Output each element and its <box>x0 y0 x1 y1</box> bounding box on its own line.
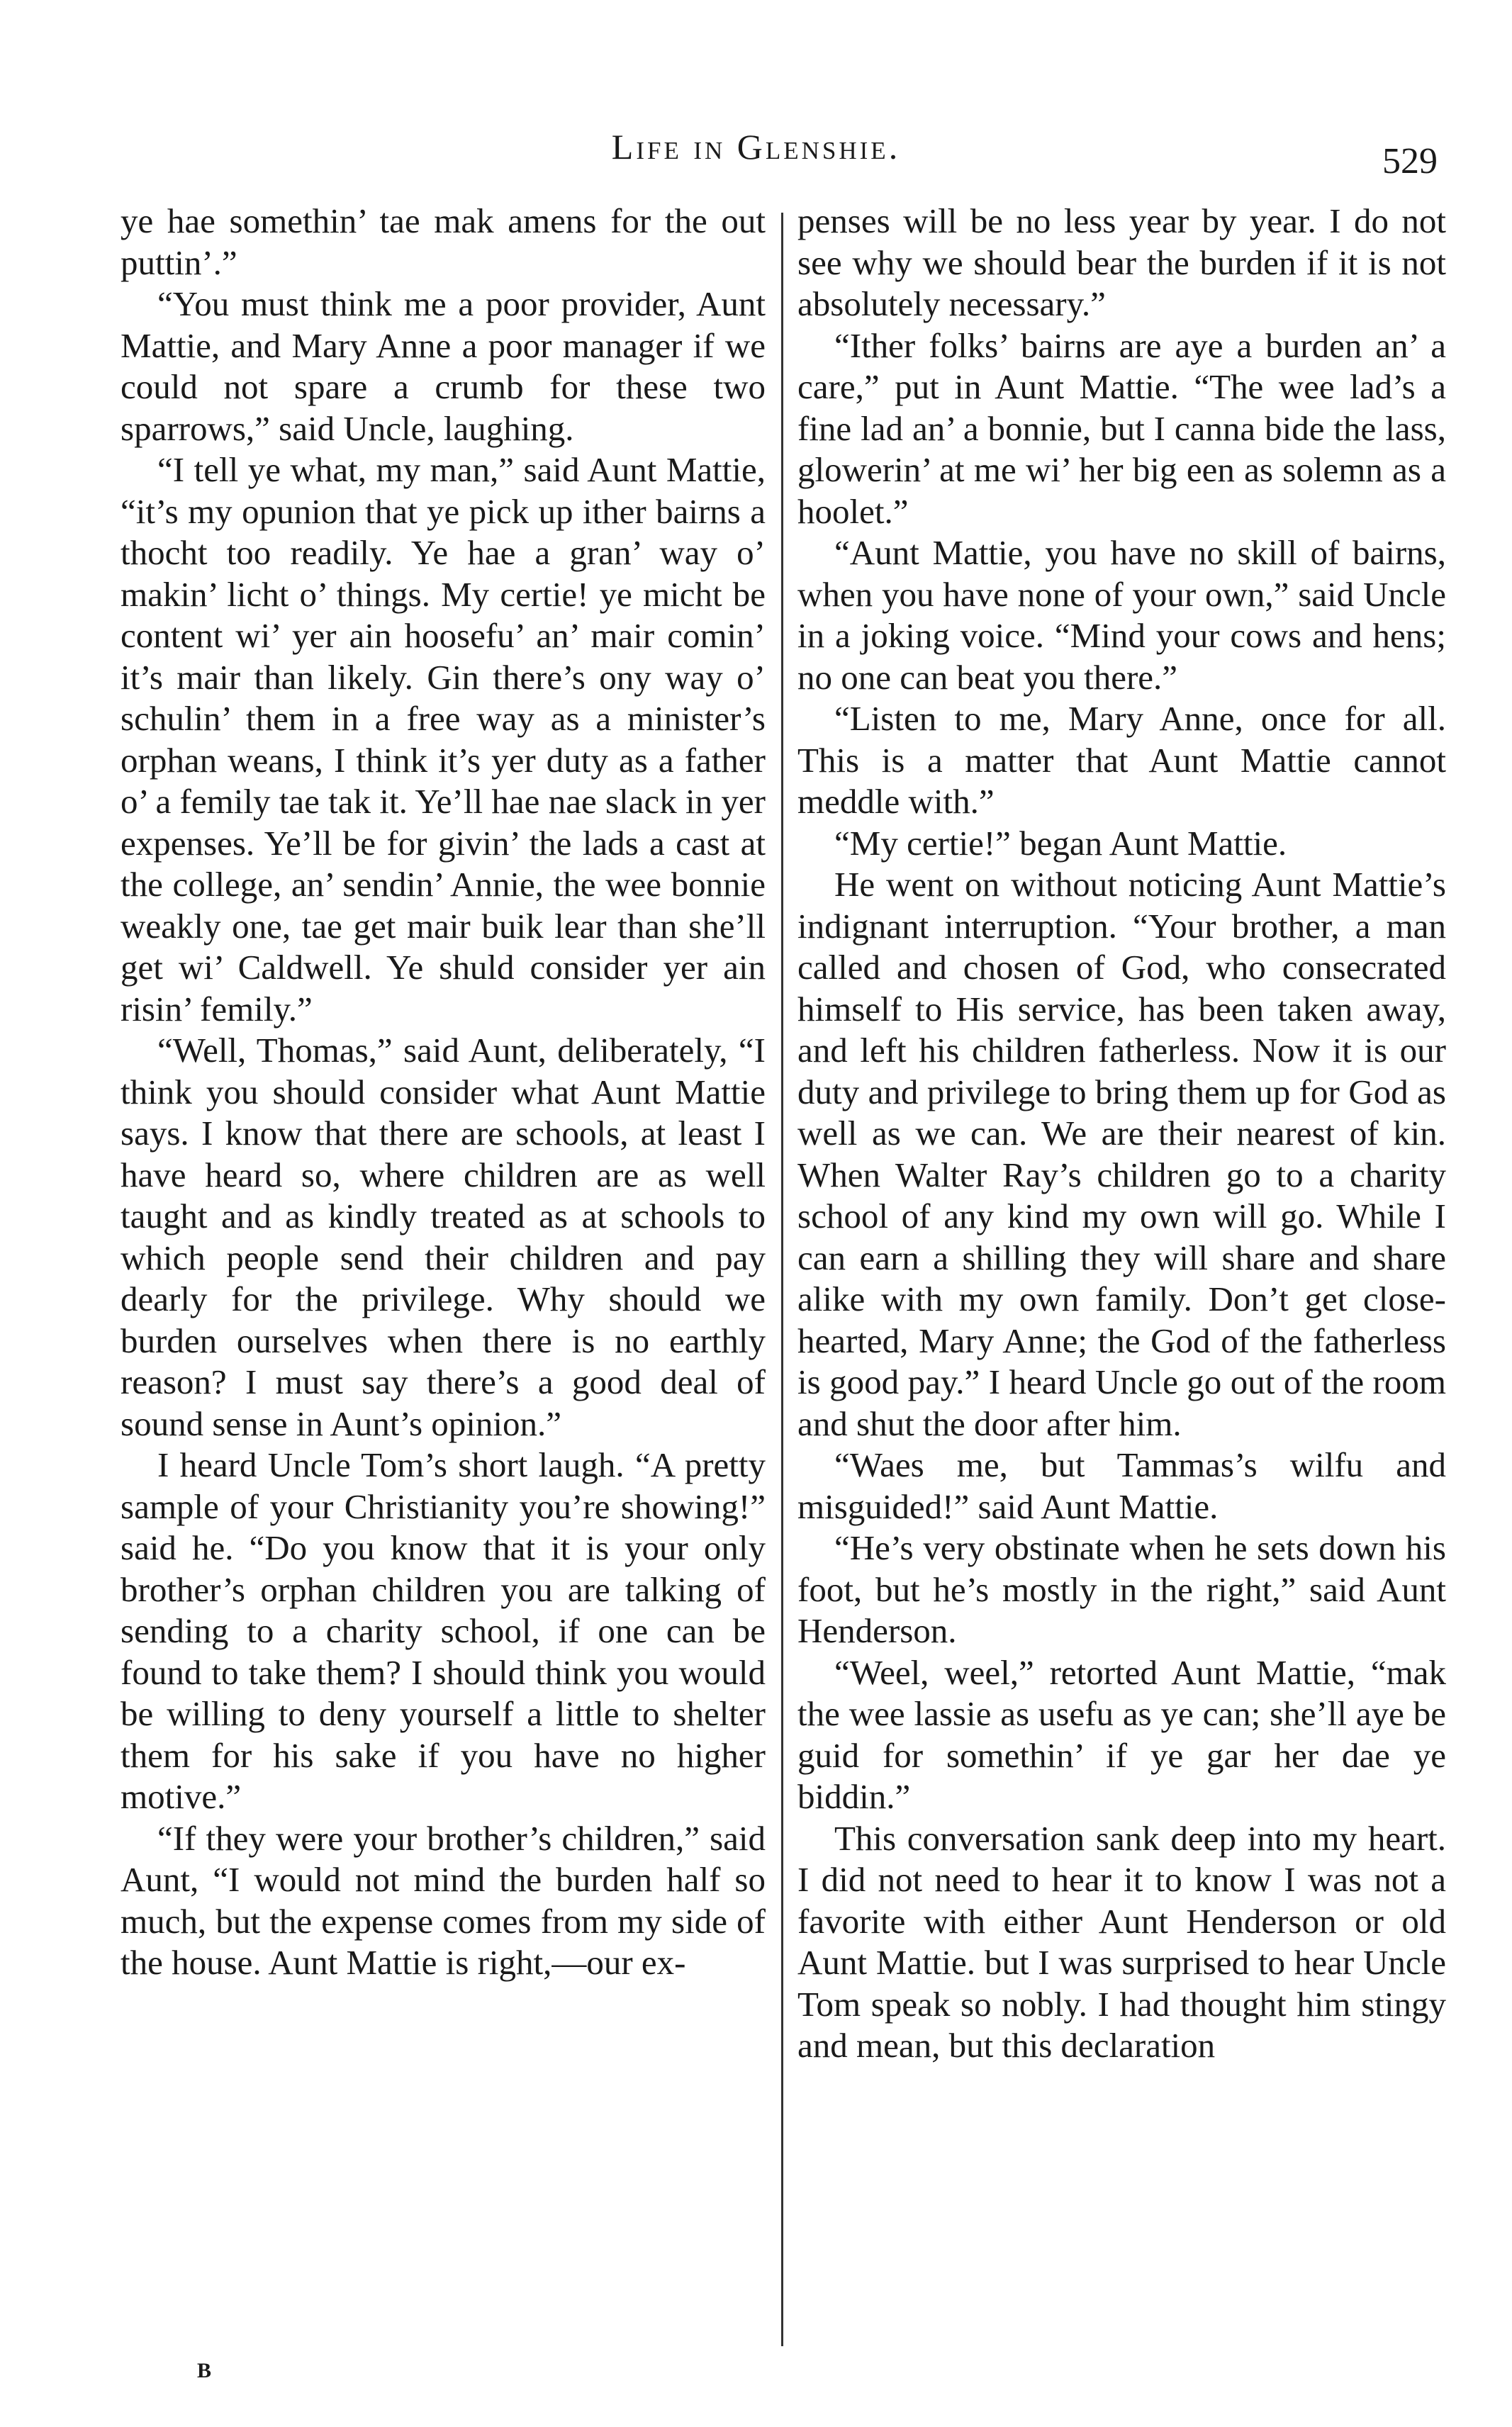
paragraph: ye hae somethin’ tae mak amens for the out puttin’.” <box>121 201 766 282</box>
paragraph: This conversation sank deep into my heart. I did not need to hear it to know I was not a favorite with either Aunt Henderson or old Aunt Mattie. but I was surprised to hear Uncle Tom speak so nobly. I had thought him stingy and mean, but this declaration <box>797 1818 1446 2065</box>
paragraph: “Weel, weel,” retorted Aunt Mattie, “mak the wee lassie as usefu as ye can; she’ll aye be guid for somethin’ if ye gar her dae ye biddin.” <box>797 1652 1446 1816</box>
paragraph: “Listen to me, Mary Anne, once for all. This is a matter that Aunt Mattie cannot meddle with.” <box>797 699 1446 821</box>
column-divider <box>781 213 783 2346</box>
paragraph: penses will be no less year by year. I do not see why we should bear the burden if it is not absolutely necessary.” <box>797 201 1446 323</box>
signature-mark: B <box>197 2359 212 2382</box>
paragraph: “Aunt Mattie, you have no skill of bairns, when you have none of your own,” said Uncle in a joking voice. “Mind your cows and hens; no one can beat you there.” <box>797 533 1446 697</box>
paragraph: “Well, Thomas,” said Aunt, deliberately, “I think you should consider what Aunt Mattie says. I know that there are schools, at least I have heard so, where children are as well taught and as kindly treated as at schools to which people send their children and pay dearly for the privilege. Why should we burden ourselves when there is no earthly reason? I must say there’s a good deal of sound sense in Aunt’s opinion.” <box>121 1031 766 1443</box>
paragraph: “My certie!” began Aunt Mattie. <box>834 823 1287 863</box>
running-head: Life in Glenshie. <box>611 127 901 167</box>
right-column <box>797 201 1446 2307</box>
paragraph: “Ither folks’ bairns are aye a burden an’ a care,” put in Aunt Mattie. “The wee lad’s a fine lad an’ a bonnie, but I canna bide the lass, glowerin’ at me wi’ her big een as solemn as a hoolet.” <box>797 325 1446 531</box>
paragraph: He went on without noticing Aunt Mattie’s indignant interruption. “Your brother, a man called and chosen of God, who consecrated himself to His service, has been taken away, and left his children fatherless. Now it is our duty and privilege to bring them up for God as well as we can. We are their nearest of kin. When Walter Ray’s children go to a charity school of any kind my own will go. While I can earn a shilling they will share and share alike with my own family. Don’t get close-hearted, Mary Anne; the God of the fatherless is good pay.” I heard Uncle go out of the room and shut the door after him. <box>797 865 1446 1443</box>
paragraph: “He’s very obstinate when he sets down his foot, but he’s mostly in the right,” said Aunt Henderson. <box>797 1528 1446 1650</box>
page-number: 529 <box>1382 141 1438 181</box>
paragraph: I heard Uncle Tom’s short laugh. “A pretty sample of your Christianity you’re showing!” said he. “Do you know that it is your only brother’s orphan children you are talking of sending to a charity school, if one can be found to take them? I should think you would be willing to deny yourself a little to shelter them for his sake if you have no higher motive.” <box>121 1445 766 1816</box>
paragraph: “I tell ye what, my man,” said Aunt Mattie, “it’s my opunion that ye pick up ither bairns a thocht too readily. Ye hae a gran’ way o’ makin’ licht o’ things. My certie! ye micht be content wi’ yer ain hoosefu’ an’ mair comin’ it’s mair than likely. Gin there’s ony way o’ schulin’ them in a free way as a minister’s orphan weans, I think it’s yer duty as a father o’ a femily tae tak it. Ye’ll hae nae slack in yer expenses. Ye’ll be for givin’ the lads a cast at the college, an’ sendin’ Annie, the wee bonnie weakly one, tae get mair buik lear than she’ll get wi’ Caldwell. Ye shuld consider yer ain risin’ femily.” <box>121 450 766 1028</box>
paragraph: “You must think me a poor provider, Aunt Mattie, and Mary Anne a poor manager if we could not spare a crumb for these two sparrows,” said Uncle, laughing. <box>121 284 766 448</box>
left-column <box>121 201 766 2307</box>
paragraph: “If they were your brother’s children,” said Aunt, “I would not mind the burden half so much, but the expense comes from my side of the house. Aunt Mattie is right,—our ex- <box>121 1818 766 1982</box>
paragraph: “Waes me, but Tammas’s wilfu and misguided!” said Aunt Mattie. <box>797 1445 1446 1526</box>
